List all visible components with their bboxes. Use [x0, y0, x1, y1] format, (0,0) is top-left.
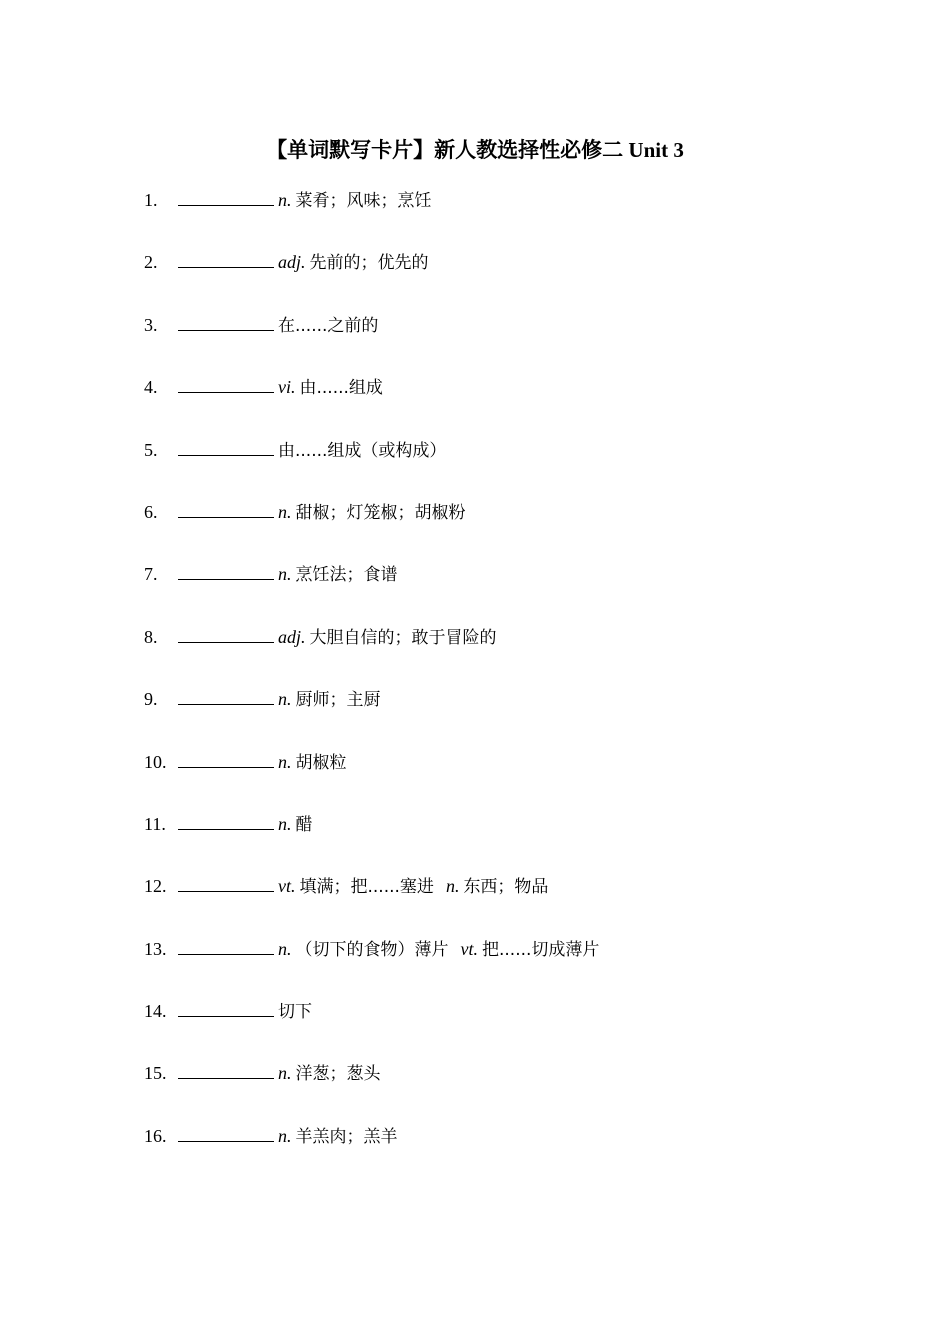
definition: 在......之前的	[278, 315, 379, 336]
answer-blank	[178, 749, 274, 768]
page-title: 【单词默写卡片】新人教选择性必修二 Unit 3	[266, 138, 684, 162]
definition: 填满；把......塞进	[299, 877, 434, 898]
list-item	[144, 935, 599, 997]
part-of-speech: vi.	[278, 377, 296, 398]
part-of-speech: n.	[278, 190, 292, 210]
item-number: 9.	[144, 689, 158, 710]
definition: 由......组成	[299, 378, 383, 399]
item-number: 16.	[144, 1125, 167, 1146]
list-item	[144, 623, 599, 685]
answer-blank	[178, 187, 274, 206]
answer-blank	[178, 437, 274, 456]
list-item	[144, 311, 599, 373]
list-item	[144, 1122, 599, 1184]
list-item	[144, 748, 599, 810]
part-of-speech: n.	[278, 689, 292, 710]
part-of-speech: n.	[278, 501, 292, 522]
list-item	[144, 997, 599, 1059]
item-number: 12.	[144, 876, 167, 897]
list-item	[144, 248, 599, 310]
part-of-speech: n.	[278, 751, 292, 772]
definition: 洋葱；葱头	[295, 1064, 381, 1085]
list-item	[144, 810, 599, 872]
list-item	[144, 436, 599, 498]
list-item	[144, 872, 599, 934]
definition: 胡椒粒	[295, 752, 347, 773]
part-of-speech: vt.	[278, 876, 296, 897]
definition: 由......组成（或构成）	[278, 440, 447, 461]
part-of-speech: n.	[278, 938, 292, 959]
definition: 厨师；主厨	[295, 690, 381, 711]
answer-blank	[178, 374, 274, 393]
answer-blank	[178, 312, 274, 331]
list-item	[144, 498, 599, 560]
answer-blank	[178, 1123, 274, 1142]
part-of-speech: adj.	[278, 252, 306, 273]
item-number: 5.	[144, 439, 158, 460]
item-number: 8.	[144, 626, 158, 647]
definition-secondary: 把......切成薄片	[482, 939, 600, 960]
item-number: 3.	[144, 314, 158, 335]
answer-blank	[178, 249, 274, 268]
part-of-speech: n.	[278, 1125, 292, 1146]
part-of-speech: n.	[278, 1063, 292, 1084]
answer-blank	[178, 624, 274, 643]
answer-blank	[178, 561, 274, 580]
item-number: 7.	[144, 564, 158, 585]
definition: （切下的食物）薄片	[295, 939, 449, 960]
answer-blank	[178, 686, 274, 705]
definition: 切下	[278, 1002, 312, 1023]
definition: 羊羔肉；羔羊	[295, 1126, 398, 1147]
item-number: 13.	[144, 938, 167, 959]
definition: 大胆自信的；敢于冒险的	[309, 627, 497, 648]
answer-blank	[178, 1060, 274, 1079]
list-item	[144, 560, 599, 622]
vocabulary-list	[144, 186, 599, 1184]
item-number: 14.	[144, 1001, 167, 1022]
part-of-speech: adj.	[278, 626, 306, 647]
answer-blank	[178, 499, 274, 518]
list-item	[144, 685, 599, 747]
part-of-speech: n.	[278, 813, 292, 834]
answer-blank	[178, 873, 274, 892]
definition: 烹饪法；食谱	[295, 565, 398, 586]
list-item	[144, 186, 599, 248]
definition: 菜肴；风味；烹饪	[295, 191, 432, 211]
definition: 先前的；优先的	[309, 253, 429, 274]
part-of-speech: n.	[278, 564, 292, 585]
list-item	[144, 373, 599, 435]
definition-secondary: 东西；物品	[463, 877, 549, 898]
item-number: 6.	[144, 501, 158, 522]
item-number: 11.	[144, 813, 166, 834]
item-number: 10.	[144, 751, 167, 772]
item-number: 2.	[144, 252, 158, 273]
answer-blank	[178, 936, 274, 955]
part-of-speech-secondary: vt.	[460, 938, 478, 959]
definition: 醋	[295, 814, 313, 835]
item-number: 1.	[144, 190, 158, 210]
item-number: 4.	[144, 377, 158, 398]
answer-blank	[178, 811, 274, 830]
list-item	[144, 1059, 599, 1121]
item-number: 15.	[144, 1063, 167, 1084]
answer-blank	[178, 998, 274, 1017]
part-of-speech-secondary: n.	[445, 876, 460, 897]
definition: 甜椒；灯笼椒；胡椒粉	[295, 502, 466, 523]
